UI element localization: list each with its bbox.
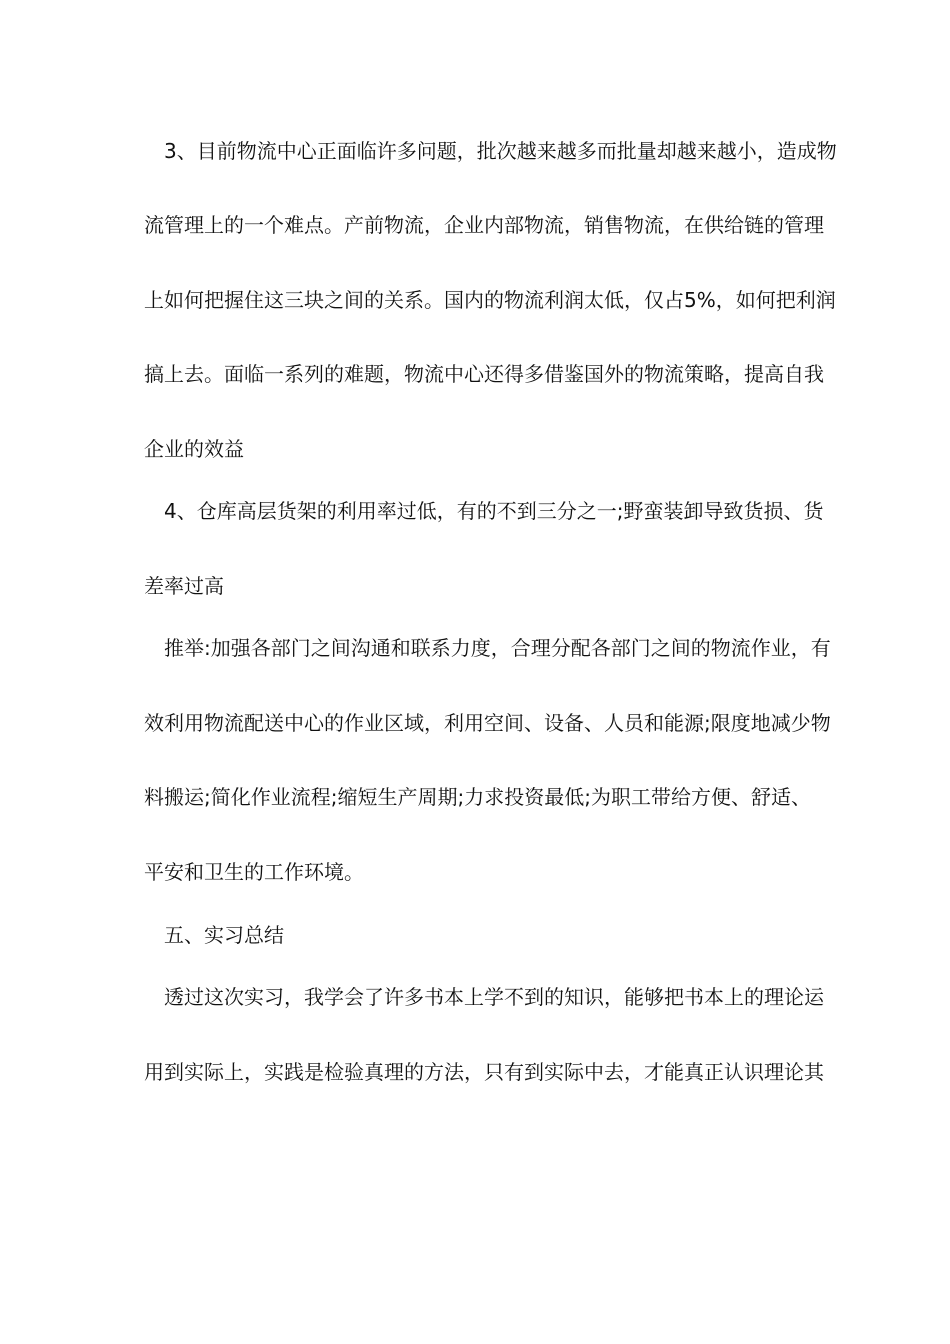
recommendation-line-2: 效利用物流配送中心的作业区域，利用空间、设备、人员和能源;限度地减少物 bbox=[144, 711, 831, 735]
paragraph-3-line-5: 企业的效益 bbox=[144, 437, 244, 461]
recommendation-line-4: 平安和卫生的工作环境。 bbox=[144, 860, 364, 884]
paragraph-3-line-2: 流管理上的一个难点。产前物流，企业内部物流，销售物流，在供给链的管理 bbox=[144, 213, 824, 237]
paragraph-4-line-2: 差率过高 bbox=[144, 574, 224, 598]
paragraph-3-line-1: 3、目前物流中心正面临许多问题，批次越来越多而批量却越来越小，造成物 bbox=[164, 139, 837, 163]
summary-line-2: 用到实际上，实践是检验真理的方法，只有到实际中去，才能真正认识理论其 bbox=[144, 1060, 824, 1084]
paragraph-4-line-1: 4、仓库高层货架的利用率过低，有的不到三分之一;野蛮装卸导致货损、货 bbox=[164, 499, 824, 523]
recommendation-line-3: 料搬运;简化作业流程;缩短生产周期;力求投资最低;为职工带给方便、舒适、 bbox=[144, 785, 811, 809]
paragraph-3-line-4: 搞上去。面临一系列的难题，物流中心还得多借鉴国外的物流策略，提高自我 bbox=[144, 362, 824, 386]
paragraph-3-line-3: 上如何把握住这三块之间的关系。国内的物流利润太低，仅占5%，如何把利润 bbox=[144, 288, 836, 312]
recommendation-line-1: 推举:加强各部门之间沟通和联系力度，合理分配各部门之间的物流作业，有 bbox=[164, 636, 831, 660]
section-heading-internship-summary: 五、实习总结 bbox=[164, 923, 284, 947]
summary-line-1: 透过这次实习，我学会了许多书本上学不到的知识，能够把书本上的理论运 bbox=[164, 985, 824, 1009]
